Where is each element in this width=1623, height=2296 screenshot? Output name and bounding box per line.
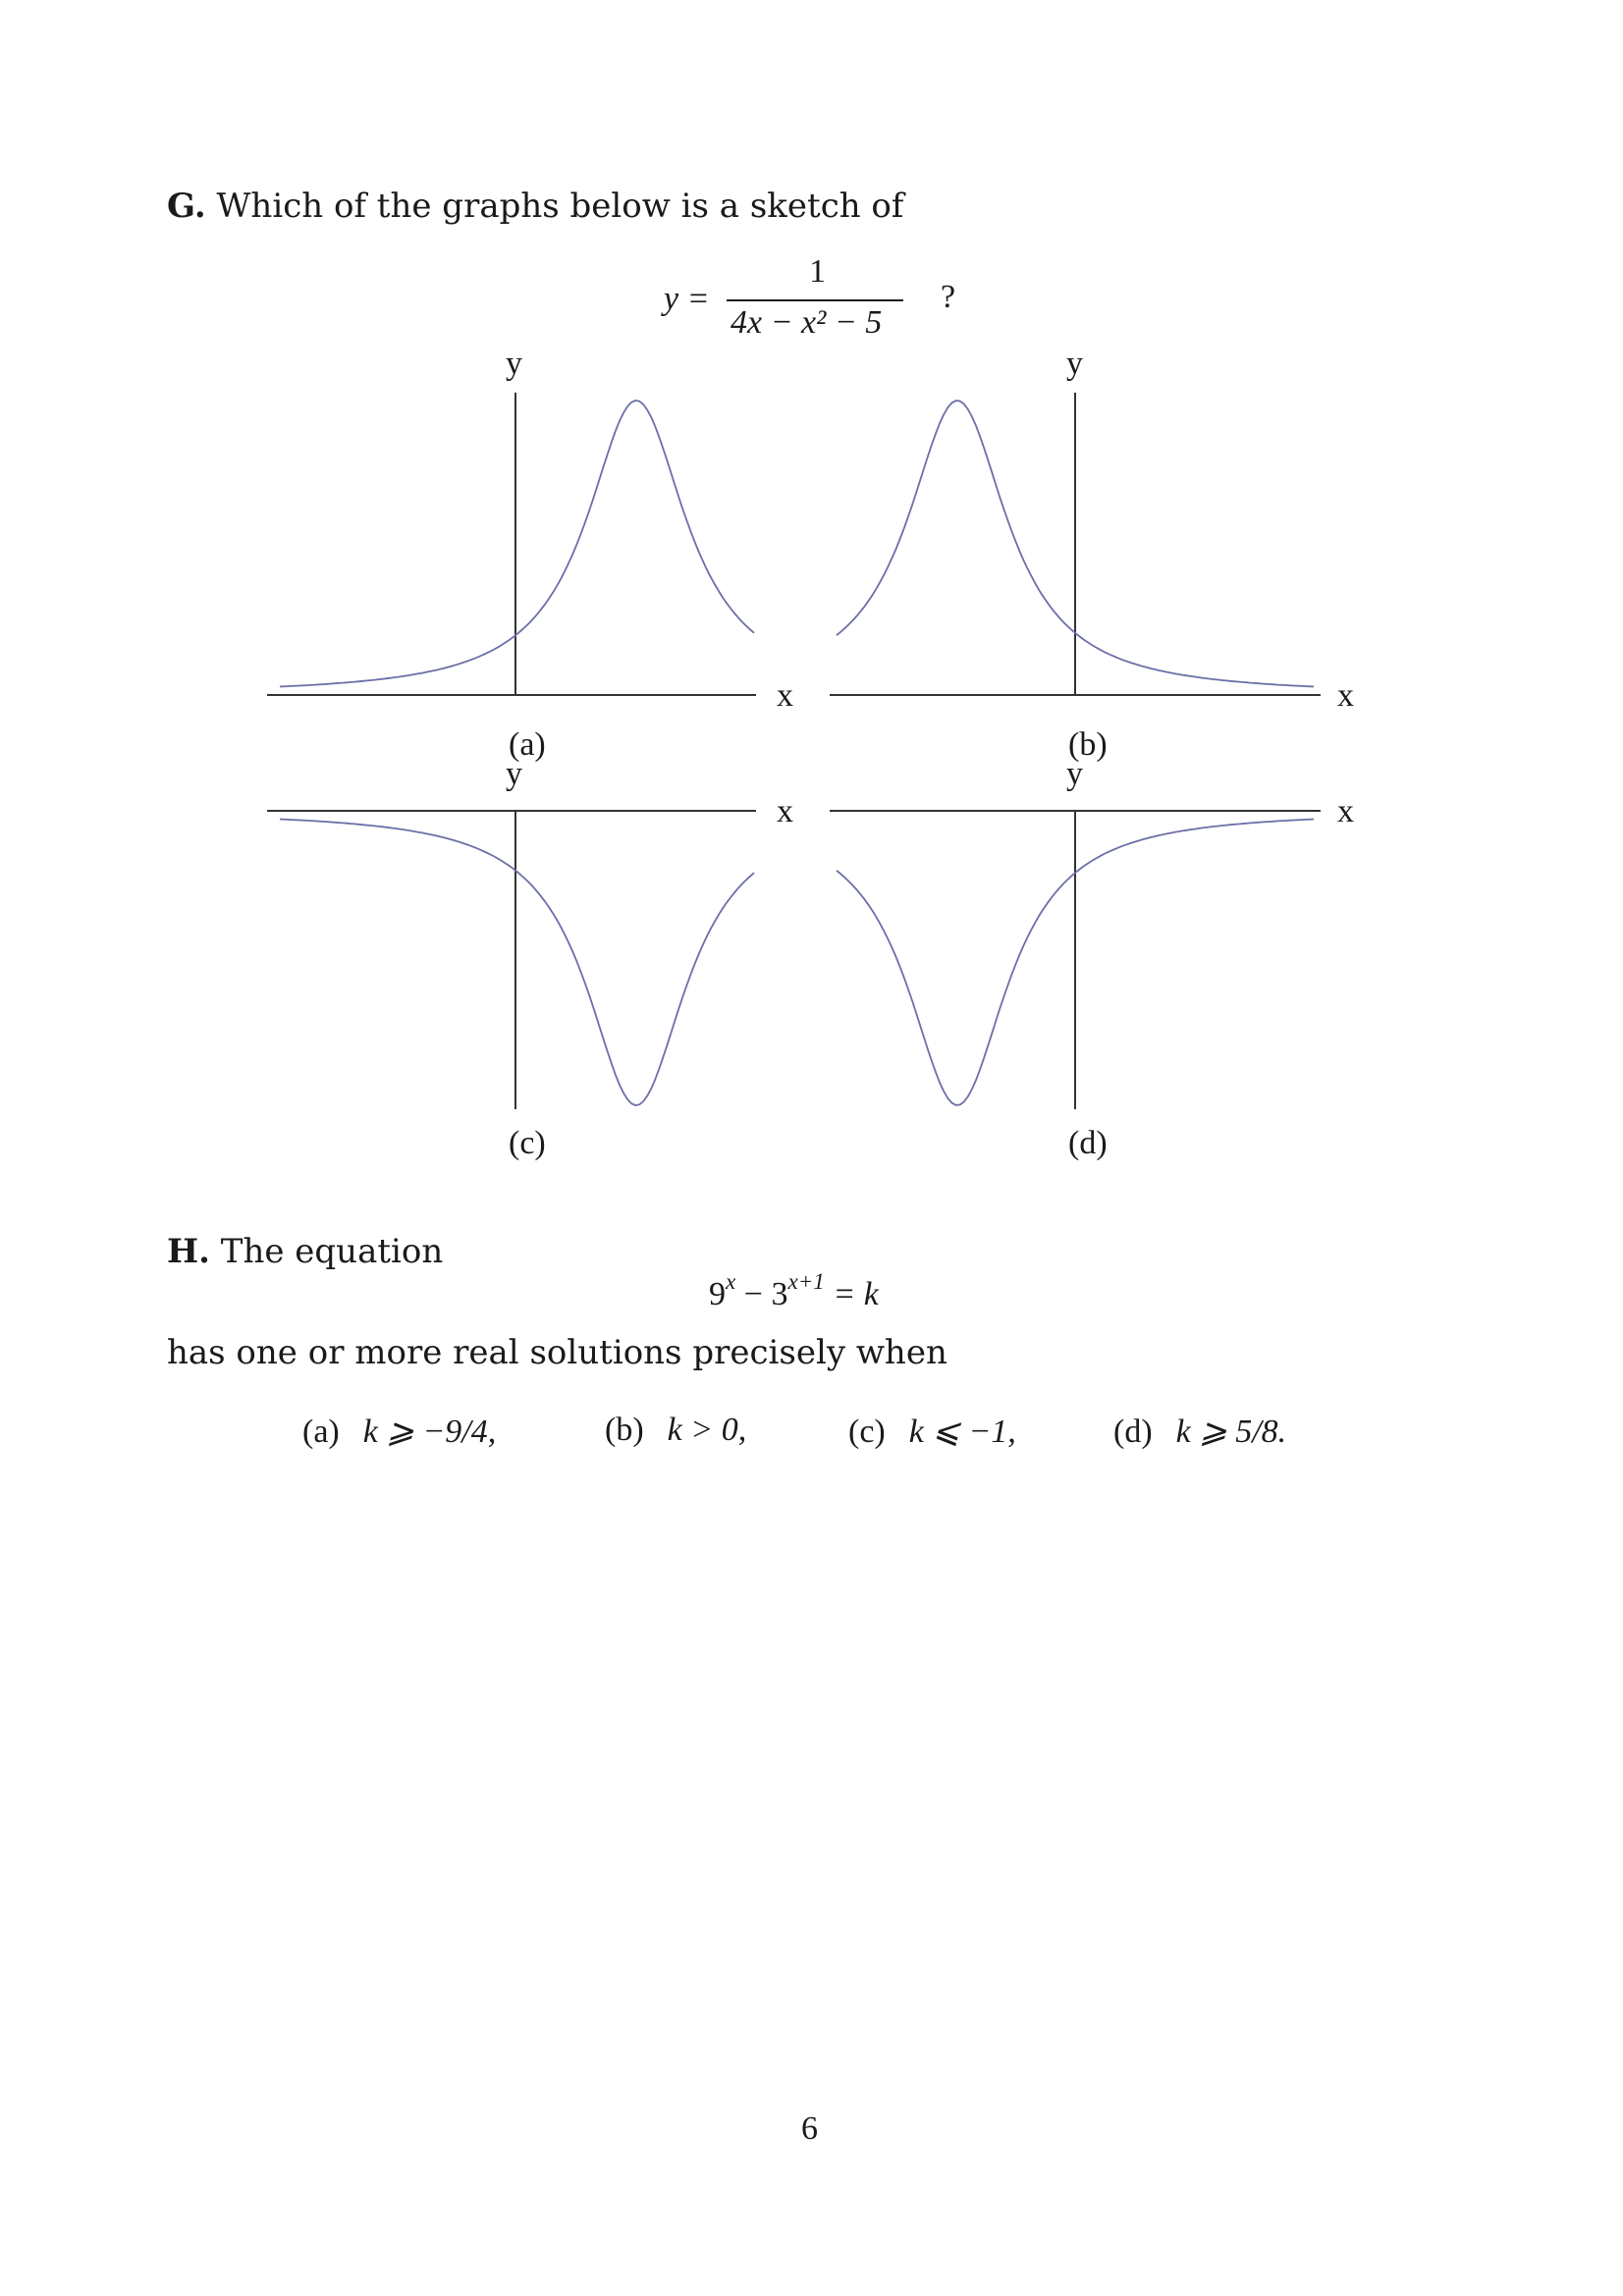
choice-d-condition: k ⩾ 5/8. bbox=[1175, 1414, 1287, 1450]
graph-c-caption: (c) bbox=[509, 1125, 546, 1161]
choice-a bbox=[302, 1412, 496, 1451]
graph-a-x-label: x bbox=[777, 677, 793, 714]
formula-lhs: y = bbox=[664, 281, 710, 317]
eq-rhs: = k bbox=[833, 1276, 879, 1312]
graph-c bbox=[267, 811, 756, 1109]
question-h-text2: has one or more real solutions precisely when bbox=[167, 1333, 947, 1372]
choice-a-label: (a) bbox=[302, 1414, 340, 1450]
choice-d-label: (d) bbox=[1113, 1414, 1153, 1450]
choice-c-label: (c) bbox=[848, 1414, 886, 1450]
choice-b-condition: k > 0, bbox=[667, 1412, 747, 1448]
question-h-text: The equation bbox=[220, 1232, 444, 1271]
formula-denominator: 4x − x² − 5 bbox=[730, 304, 883, 341]
graph-b-y-label: y bbox=[1066, 346, 1083, 382]
page-number: 6 bbox=[801, 2110, 818, 2147]
choice-c bbox=[848, 1412, 1016, 1451]
choice-d bbox=[1113, 1412, 1286, 1451]
eq-exp2: x+1 bbox=[787, 1268, 825, 1295]
graph-b-x-label: x bbox=[1337, 677, 1354, 714]
graph-c-x-label: x bbox=[777, 793, 793, 829]
graph-c-y-label: y bbox=[506, 756, 522, 792]
graph-d-x-label: x bbox=[1337, 793, 1354, 829]
choice-b bbox=[605, 1412, 746, 1449]
formula-suffix: ? bbox=[941, 279, 956, 315]
question-h-equation bbox=[709, 1268, 879, 1313]
choice-b-label: (b) bbox=[605, 1412, 644, 1448]
graph-d bbox=[830, 811, 1321, 1109]
question-h-label: H. bbox=[167, 1232, 210, 1271]
eq-base2: 3 bbox=[771, 1276, 788, 1312]
formula-numerator: 1 bbox=[809, 253, 826, 290]
choice-c-condition: k ⩽ −1, bbox=[908, 1414, 1016, 1450]
graph-b-caption: (b) bbox=[1068, 726, 1108, 763]
question-g-label: G. bbox=[167, 187, 206, 226]
graph-d-caption: (d) bbox=[1068, 1125, 1108, 1161]
choice-a-condition: k ⩾ −9/4, bbox=[362, 1414, 497, 1450]
graph-d-y-label: y bbox=[1066, 756, 1083, 792]
graph-b bbox=[830, 393, 1321, 695]
question-g-text: Which of the graphs below is a sketch of bbox=[216, 187, 904, 226]
eq-minus: − bbox=[743, 1276, 763, 1312]
graph-a bbox=[267, 393, 756, 695]
eq-exp1: x bbox=[726, 1268, 736, 1295]
graph-a-curve bbox=[280, 400, 754, 687]
graph-a-y-label: y bbox=[506, 346, 522, 382]
question-h-prompt bbox=[167, 1232, 443, 1271]
graph-a-caption: (a) bbox=[509, 726, 546, 763]
graph-c-curve bbox=[280, 820, 754, 1106]
eq-base1: 9 bbox=[709, 1276, 726, 1312]
